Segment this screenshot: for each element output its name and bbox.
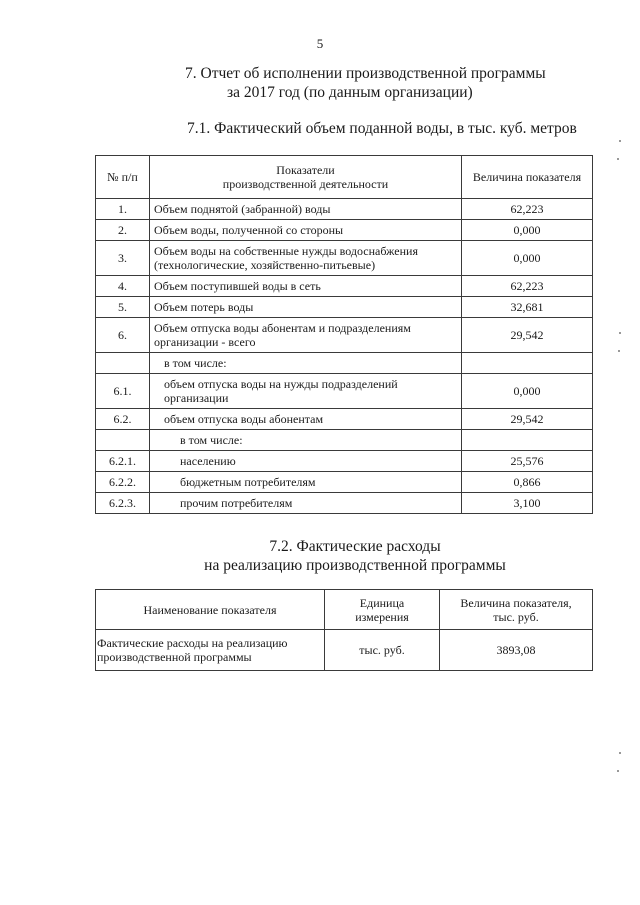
- header-unit-line1: Единица: [359, 595, 405, 610]
- row-label: бюджетным потребителям: [150, 472, 462, 493]
- row-label: [150, 374, 462, 409]
- row-value: 0,000: [462, 374, 593, 409]
- row-label: Объем воды, полученной со стороны: [150, 220, 462, 241]
- expenses-table: [95, 589, 593, 671]
- row-num: 5.: [96, 297, 150, 318]
- header-unit: [325, 590, 440, 630]
- row-value: [462, 353, 593, 374]
- header-value: [440, 590, 593, 630]
- row-label: Объем поднятой (забранной) воды: [150, 199, 462, 220]
- table-header-row: [96, 156, 593, 199]
- row-num: 2.: [96, 220, 150, 241]
- header-name: Наименование показателя: [96, 590, 325, 630]
- row-value: 0,000: [462, 220, 593, 241]
- table-row: [96, 241, 593, 276]
- table-row: [96, 493, 593, 514]
- row-value: [462, 430, 593, 451]
- table-row: [96, 409, 593, 430]
- scan-artifact: [619, 140, 621, 142]
- row-name-line2: производственной программы: [97, 650, 252, 664]
- header-value-line2: тыс. руб.: [493, 609, 539, 624]
- row-value: 29,542: [462, 409, 593, 430]
- table-row: [96, 451, 593, 472]
- row-label: Объем потерь воды: [150, 297, 462, 318]
- row-label: в том числе:: [150, 353, 462, 374]
- row-num: 4.: [96, 276, 150, 297]
- page-number: 5: [316, 36, 324, 51]
- row-label-line1: объем отпуска воды на нужды подразделений: [164, 377, 398, 391]
- table-row: [96, 472, 593, 493]
- header-indicator-line2: производственной деятельности: [222, 177, 389, 191]
- row-value: 62,223: [462, 276, 593, 297]
- row-label-line2: (технологические, хозяйственно-питьевые): [154, 258, 376, 272]
- row-label: населению: [150, 451, 462, 472]
- row-label-line2: организации: [164, 391, 229, 405]
- table-row: [96, 374, 593, 409]
- row-label: в том числе:: [150, 430, 462, 451]
- table1-title: 7.1. Фактический объем поданной воды, в тыс. куб. метров: [187, 120, 577, 137]
- scan-artifact: [619, 332, 621, 334]
- row-label: объем отпуска воды абонентам: [150, 409, 462, 430]
- row-num: 6.2.1.: [96, 451, 150, 472]
- row-name-line1: Фактические расходы на реализацию: [97, 636, 288, 650]
- row-value: 32,681: [462, 297, 593, 318]
- table-row: [96, 220, 593, 241]
- row-num: 3.: [96, 241, 150, 276]
- header-unit-line2: измерения: [355, 609, 409, 624]
- table-header-row: [96, 590, 593, 630]
- row-num: [96, 430, 150, 451]
- row-name: [96, 630, 325, 671]
- row-label-line1: Объем отпуска воды абонентам и подразделениям: [154, 321, 411, 335]
- row-value: 29,542: [462, 318, 593, 353]
- row-unit: тыс. руб.: [325, 630, 440, 671]
- row-num: [96, 353, 150, 374]
- row-label: [150, 318, 462, 353]
- section-title-line1: 7. Отчет об исполнении производственной программы: [185, 65, 546, 82]
- row-num: 6.: [96, 318, 150, 353]
- row-num: 6.2.3.: [96, 493, 150, 514]
- header-indicator-line1: Показатели: [276, 163, 335, 177]
- table2-title-line2: на реализацию производственной программы: [204, 557, 506, 574]
- table-row-subheading: [96, 353, 593, 374]
- row-num: 6.2.: [96, 409, 150, 430]
- row-label-line2: организации - всего: [154, 335, 256, 349]
- row-value: 3893,08: [440, 630, 593, 671]
- row-label: прочим потребителям: [150, 493, 462, 514]
- water-volume-table: [95, 155, 593, 514]
- row-num: 6.2.2.: [96, 472, 150, 493]
- row-value: 62,223: [462, 199, 593, 220]
- row-label: [150, 241, 462, 276]
- table-row: [96, 318, 593, 353]
- table2-title-line1: 7.2. Фактические расходы: [269, 538, 441, 555]
- scan-artifact: [617, 158, 619, 160]
- row-value: 25,576: [462, 451, 593, 472]
- row-value: 3,100: [462, 493, 593, 514]
- table-row: [96, 199, 593, 220]
- table-row: [96, 630, 593, 671]
- table-row-subheading: [96, 430, 593, 451]
- header-indicator: [150, 156, 462, 199]
- row-label: Объем поступившей воды в сеть: [150, 276, 462, 297]
- header-value: Величина показателя: [462, 156, 593, 199]
- header-num: № п/п: [96, 156, 150, 199]
- row-label-line1: Объем воды на собственные нужды водоснабжения: [154, 244, 418, 258]
- row-num: 1.: [96, 199, 150, 220]
- table-row: [96, 276, 593, 297]
- section-title-line2: за 2017 год (по данным организации): [227, 84, 473, 101]
- row-num: 6.1.: [96, 374, 150, 409]
- table-row: [96, 297, 593, 318]
- scan-artifact: [617, 770, 619, 772]
- row-value: 0,000: [462, 241, 593, 276]
- scan-artifact: [618, 350, 620, 352]
- header-value-line1: Величина показателя,: [460, 595, 572, 610]
- row-value: 0,866: [462, 472, 593, 493]
- scan-artifact: [619, 752, 621, 754]
